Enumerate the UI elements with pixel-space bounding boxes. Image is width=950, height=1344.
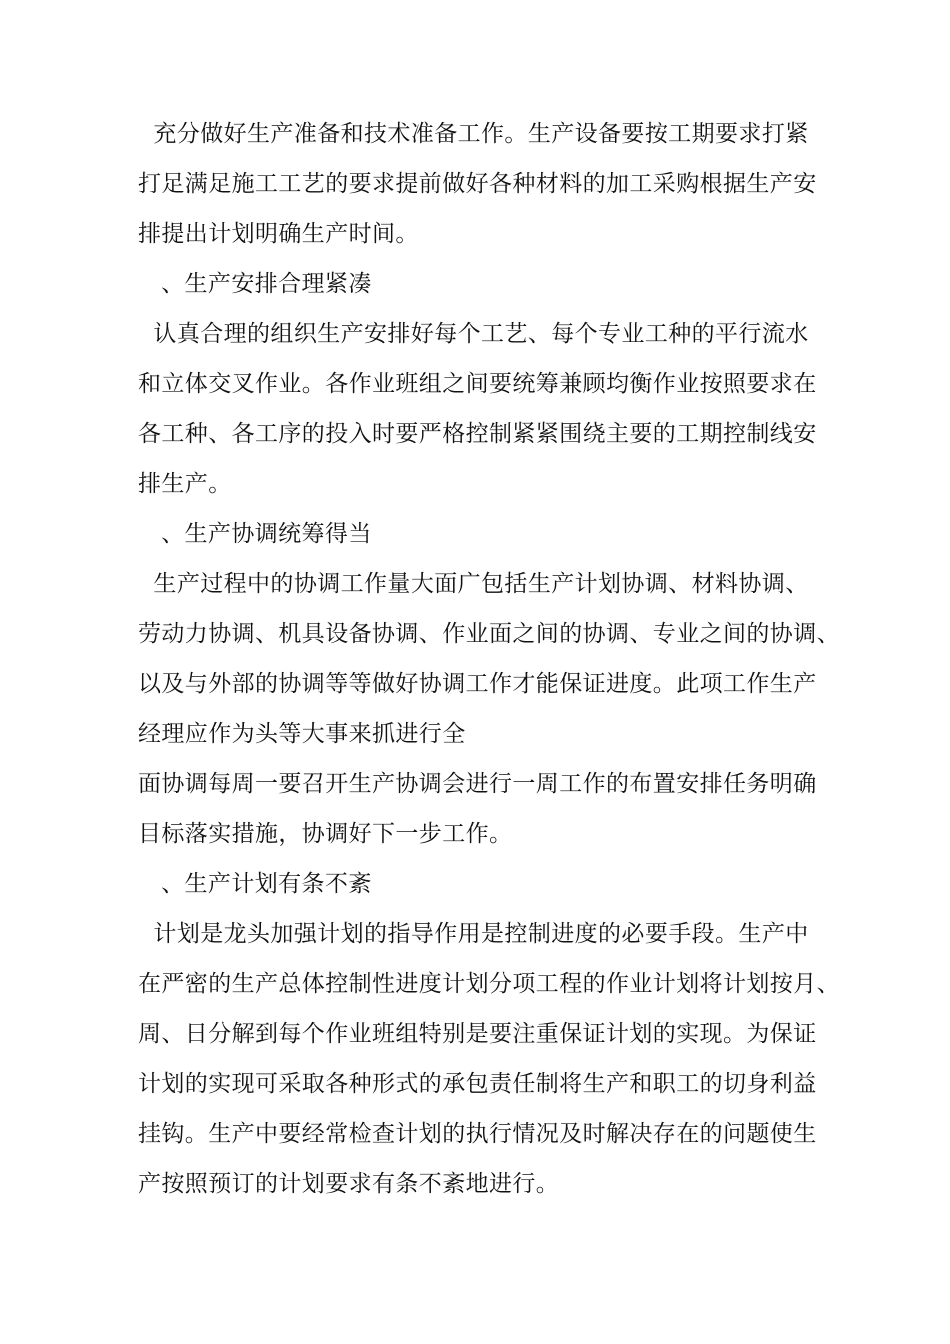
text-line: 计划的实现可采取各种形式的承包责任制将生产和职工的切身利益 [138, 1071, 817, 1097]
section-heading: 、生产安排合理紧凑 [138, 271, 372, 297]
section-heading: 、生产计划有条不紊 [138, 871, 372, 897]
text-line: 打足满足施工工艺的要求提前做好各种材料的加工采购根据生产安 [138, 171, 817, 197]
text-line: 充分做好生产准备和技术准备工作。生产设备要按工期要求打紧 [138, 121, 809, 147]
text-line: 认真合理的组织生产安排好每个工艺、每个专业工种的平行流水 [138, 321, 809, 347]
text-line: 劳动力协调、机具设备协调、作业面之间的协调、专业之间的协调、 [138, 621, 840, 647]
text-line: 挂钩。生产中要经常检查计划的执行情况及时解决存在的问题使生 [138, 1121, 817, 1147]
text-line: 计划是龙头加强计划的指导作用是控制进度的必要手段。生产中 [138, 921, 809, 947]
text-line: 以及与外部的协调等等做好协调工作才能保证进度。此项工作生产 [138, 671, 817, 697]
section-heading: 、生产协调统筹得当 [138, 521, 372, 547]
text-line: 经理应作为头等大事来抓进行全 [138, 721, 466, 747]
text-line: 面协调每周一要召开生产协调会进行一周工作的布置安排任务明确 [138, 771, 817, 797]
text-line: 生产过程中的协调工作量大面广包括生产计划协调、材料协调、 [138, 571, 809, 597]
text-line: 和立体交叉作业。各作业班组之间要统筹兼顾均衡作业按照要求在 [138, 371, 817, 397]
text-line: 排提出计划明确生产时间。 [138, 221, 419, 247]
text-line: 产按照预订的计划要求有条不紊地进行。 [138, 1171, 560, 1197]
text-line: 各工种、各工序的投入时要严格控制紧紧围绕主要的工期控制线安 [138, 421, 817, 447]
text-line: 目标落实措施，协调好下一步工作。 [138, 821, 513, 847]
text-line: 周、日分解到每个作业班组特别是要注重保证计划的实现。为保证 [138, 1021, 817, 1047]
text-line: 在严密的生产总体控制性进度计划分项工程的作业计划将计划按月、 [138, 971, 840, 997]
text-line: 排生产。 [138, 471, 232, 497]
